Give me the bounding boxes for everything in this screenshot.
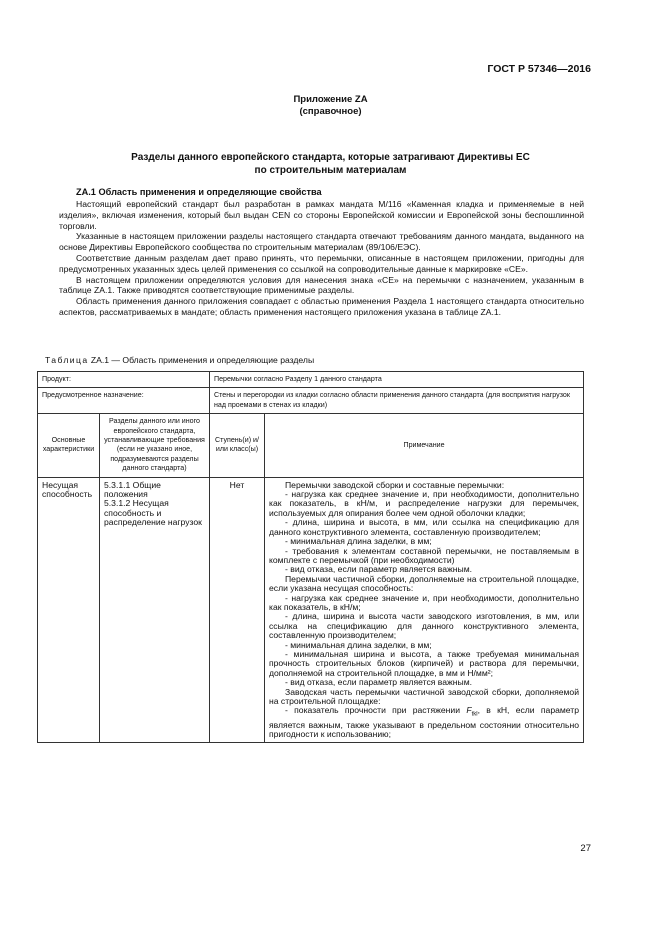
table-caption-prefix: Таблица [45,355,89,365]
force-symbol: F [466,705,472,716]
note-line: - вид отказа, если параметр является важным. [285,677,473,688]
appendix-title: Приложение ZA [293,94,368,105]
note-line: - требования к элементам составной перемычки, не поставляемым в комплекте с перемычкой (при необходимости) [269,545,579,565]
main-title-line-2: по строительным материалам [254,165,407,176]
section-number: ZA.1 [76,187,96,197]
paragraph: Указанные в настоящем приложении разделы настоящего стандарта отвечают требованиям данного мандата, выданного на основе Директивы Европейского сообщества по строительным материалам (89/106/ЕЭС). [59,231,584,253]
note-line: - нагрузка как среднее значение и, при необходимости, дополнительно как показатель, в кН/м; [269,592,579,612]
note-line: Перемычки заводской сборки и составные перемычки: [285,479,505,490]
table-row-product [38,372,584,388]
class-cell: Нет [210,477,265,743]
product-value: Перемычки согласно Разделу 1 данного стандарта [210,372,584,388]
paragraph: Область применения данного приложения совпадает с областью применения Раздела 1 настоящего стандарта относительно аспектов, рассматриваемых в мандате; область применения настоящего приложения указана в таблице ZA.1. [59,296,584,317]
body-text [59,199,584,318]
table-row [38,477,584,743]
appendix-subtitle: (справочное) [299,106,362,117]
paragraph: Настоящий европейский стандарт был разработан в рамках мандата M/116 «Каменная кладка и применяемые в ней изделия», включая изменения, который был выдан CEN со стороны Европейской комиссии и Европейской зоны беспошлинной торговли. [59,199,585,231]
header-sections: Разделы данного или иного европейского стандарта, устанавливающие требования (если не указано иное, подразумеваются разделы данного стандарта) [100,414,210,477]
note-line: Заводская часть перемычки частичной заводской сборки, дополняемой на строительной площадке: [269,686,579,706]
standard-code: ГОСТ Р 57346—2016 [487,63,591,75]
paragraph: В настоящем приложении определяются условия для нанесения знака «СЕ» на перемычки с назначением, указанным в таблице ZA.1. Также приводятся соответствующие применимые разделы. [59,274,584,296]
note-cell [265,477,584,743]
header-class: Ступень(и) и/или класс(ы) [210,414,265,477]
section-title: Область применения и определяющие свойства [98,187,322,197]
note-text: , в кН, если параметр является важным, также указывают в предельном состоянии относительно пригодности к использованию; [269,705,579,739]
characteristic-cell: Несущая способность [38,477,100,743]
header-characteristics: Основные характеристики [38,414,100,477]
page-number: 27 [580,843,591,854]
scope-table [37,371,584,743]
table-caption [45,355,314,365]
note-line: - минимальная длина заделки, в мм; [285,536,432,547]
section-heading [76,187,322,197]
note-line: - минимальная ширина и высота, а также требуемая минимальная прочность строительных блоков (кирпичей) и раствора для перемычки, дополняемой на строительной площадке, в мм и Н/мм²; [269,648,579,678]
product-label: Продукт: [38,372,210,388]
table-header-row [38,414,584,477]
note-line: - минимальная длина заделки, в мм; [285,639,432,650]
note-line-last [269,706,579,739]
note-line: - вид отказа, если параметр является важным. [285,564,473,575]
force-subscript: tkl [471,712,478,719]
note-text: - показатель прочности при растяжении [285,705,467,716]
note-line: Перемычки частичной сборки, дополняемые на строительной площадке, если указана несущая способность: [269,573,579,594]
section-ref: 5.3.1.2 Несущая способность и распределение нагрузок [104,498,202,528]
table-row-purpose [38,388,584,414]
paragraph: Соответствие данным разделам дает право принять, что перемычки, описанные в настоящем приложении, пригодны для предусмотренных указанных здесь целей применения со ссылкой на сопроводительные данные к маркировке «СЕ». [59,252,584,274]
table-caption-text: ZA.1 — Область применения и определяющие разделы [88,355,315,365]
note-line: - нагрузка как среднее значение и, при необходимости, дополнительно как показатель, в кН/м, и распределение нагрузки для перемычек, используемых для опирания более чем одной оболочки кладки; [269,489,579,518]
main-title [60,151,601,177]
note-line: - длина, ширина и высота части заводского изготовления, в мм, или ссылка на спецификацию для данного конструктивного элемента, составленную производителем; [269,611,579,641]
header-note: Примечание [265,414,584,477]
section-ref: 5.3.1.1 Общие положения [104,479,161,500]
note-line: - длина, ширина и высота, в мм, или ссылка на спецификацию для данного конструктивного элемента, составленную производителем; [269,517,579,537]
purpose-value: Стены и перегородки из кладки согласно области применения данного стандарта (для восприятия нагрузок над проемами в стенах из кладки) [210,388,584,414]
main-title-line-1: Разделы данного европейского стандарта, которые затрагивают Директивы ЕС [131,152,530,163]
appendix-heading [0,94,661,118]
sections-cell [100,477,210,743]
purpose-label: Предусмотренное назначение: [38,388,210,414]
